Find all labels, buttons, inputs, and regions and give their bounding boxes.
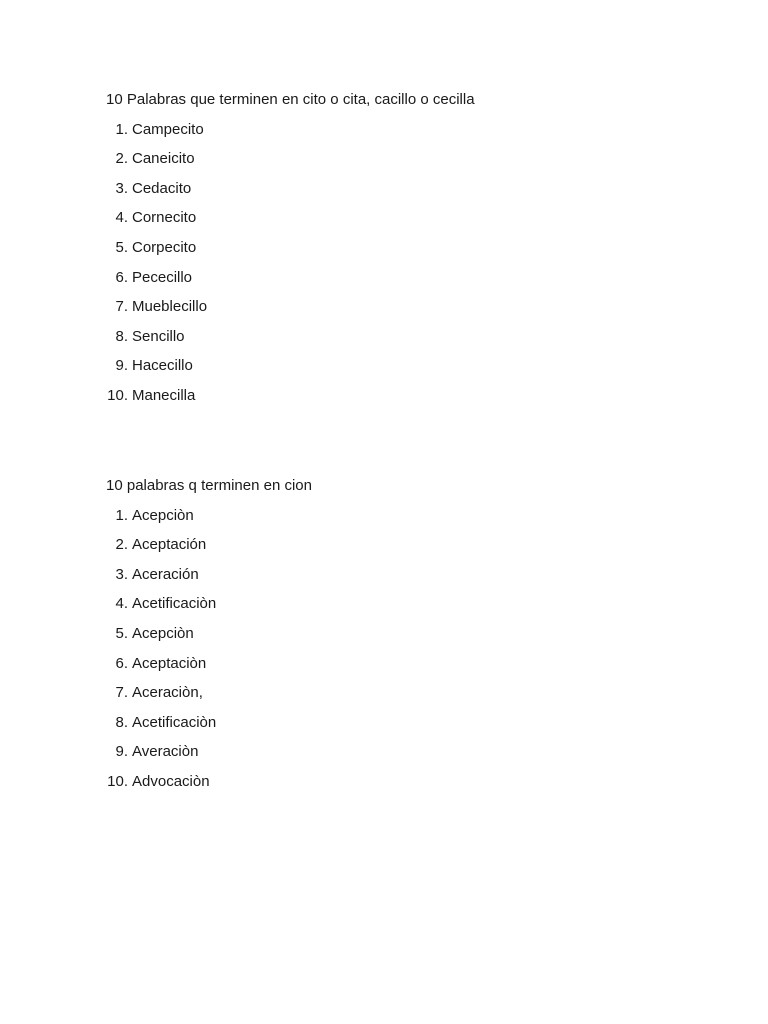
section-title: 10 Palabras que terminen en cito o cita, cacillo o cecilla [106, 91, 475, 108]
item-word: Acepciòn [132, 624, 194, 642]
item-number: 5. [115, 238, 128, 256]
item-word: Aceptaciòn [132, 654, 207, 672]
item-word: Aceptación [132, 536, 207, 554]
list-item [106, 703, 706, 733]
list-item [106, 258, 706, 288]
item-number: 2. [115, 536, 128, 554]
item-word: Aceración [132, 565, 199, 583]
list-item [106, 110, 706, 140]
list-item [106, 555, 706, 585]
item-number: 8. [115, 713, 128, 731]
list-item [106, 733, 706, 763]
item-word: Hacecillo [132, 357, 193, 375]
item-word: Cornecito [132, 209, 197, 227]
item-word: Averaciòn [132, 743, 199, 761]
item-word: Campecito [132, 120, 204, 138]
item-word: Mueblecillo [132, 298, 208, 316]
list-item [106, 169, 706, 199]
item-number: 4. [115, 209, 128, 227]
item-word: Pececillo [132, 268, 193, 286]
item-word: Acetificaciòn [132, 713, 217, 731]
item-number: 9. [115, 357, 128, 375]
list-item [106, 526, 706, 556]
list-item [106, 585, 706, 615]
section-cion-words [106, 476, 706, 792]
item-number: 10. [107, 386, 128, 404]
item-number: 8. [115, 327, 128, 345]
word-list [106, 496, 706, 792]
section-title: 10 palabras q terminen en cion [106, 477, 312, 494]
item-number: 3. [115, 565, 128, 583]
list-item [106, 496, 706, 526]
item-number: 5. [115, 624, 128, 642]
list-item [106, 376, 706, 406]
item-number: 3. [115, 179, 128, 197]
item-word: Caneicito [132, 150, 195, 168]
item-word: Cedacito [132, 179, 192, 197]
list-item [106, 140, 706, 170]
item-word: Advocaciòn [132, 772, 210, 790]
item-number: 9. [115, 743, 128, 761]
list-item [106, 199, 706, 229]
item-word: Acepciòn [132, 506, 194, 524]
list-item [106, 674, 706, 704]
list-item [106, 644, 706, 674]
item-number: 4. [115, 595, 128, 613]
list-item [106, 347, 706, 377]
item-word: Acetificaciòn [132, 595, 217, 613]
item-number: 6. [115, 654, 128, 672]
word-list [106, 110, 706, 406]
list-item [106, 614, 706, 644]
item-number: 1. [115, 120, 128, 138]
list-item [106, 317, 706, 347]
list-item [106, 288, 706, 318]
list-item [106, 762, 706, 792]
item-number: 2. [115, 150, 128, 168]
item-number: 7. [115, 298, 128, 316]
item-word: Corpecito [132, 238, 197, 256]
list-item [106, 228, 706, 258]
item-number: 6. [115, 268, 128, 286]
item-number: 1. [115, 506, 128, 524]
item-number: 10. [107, 772, 128, 790]
item-word: Sencillo [132, 327, 185, 345]
item-word: Aceraciòn, [132, 684, 203, 702]
item-word: Manecilla [132, 386, 196, 404]
item-number: 7. [115, 684, 128, 702]
section-diminutives [106, 90, 706, 406]
